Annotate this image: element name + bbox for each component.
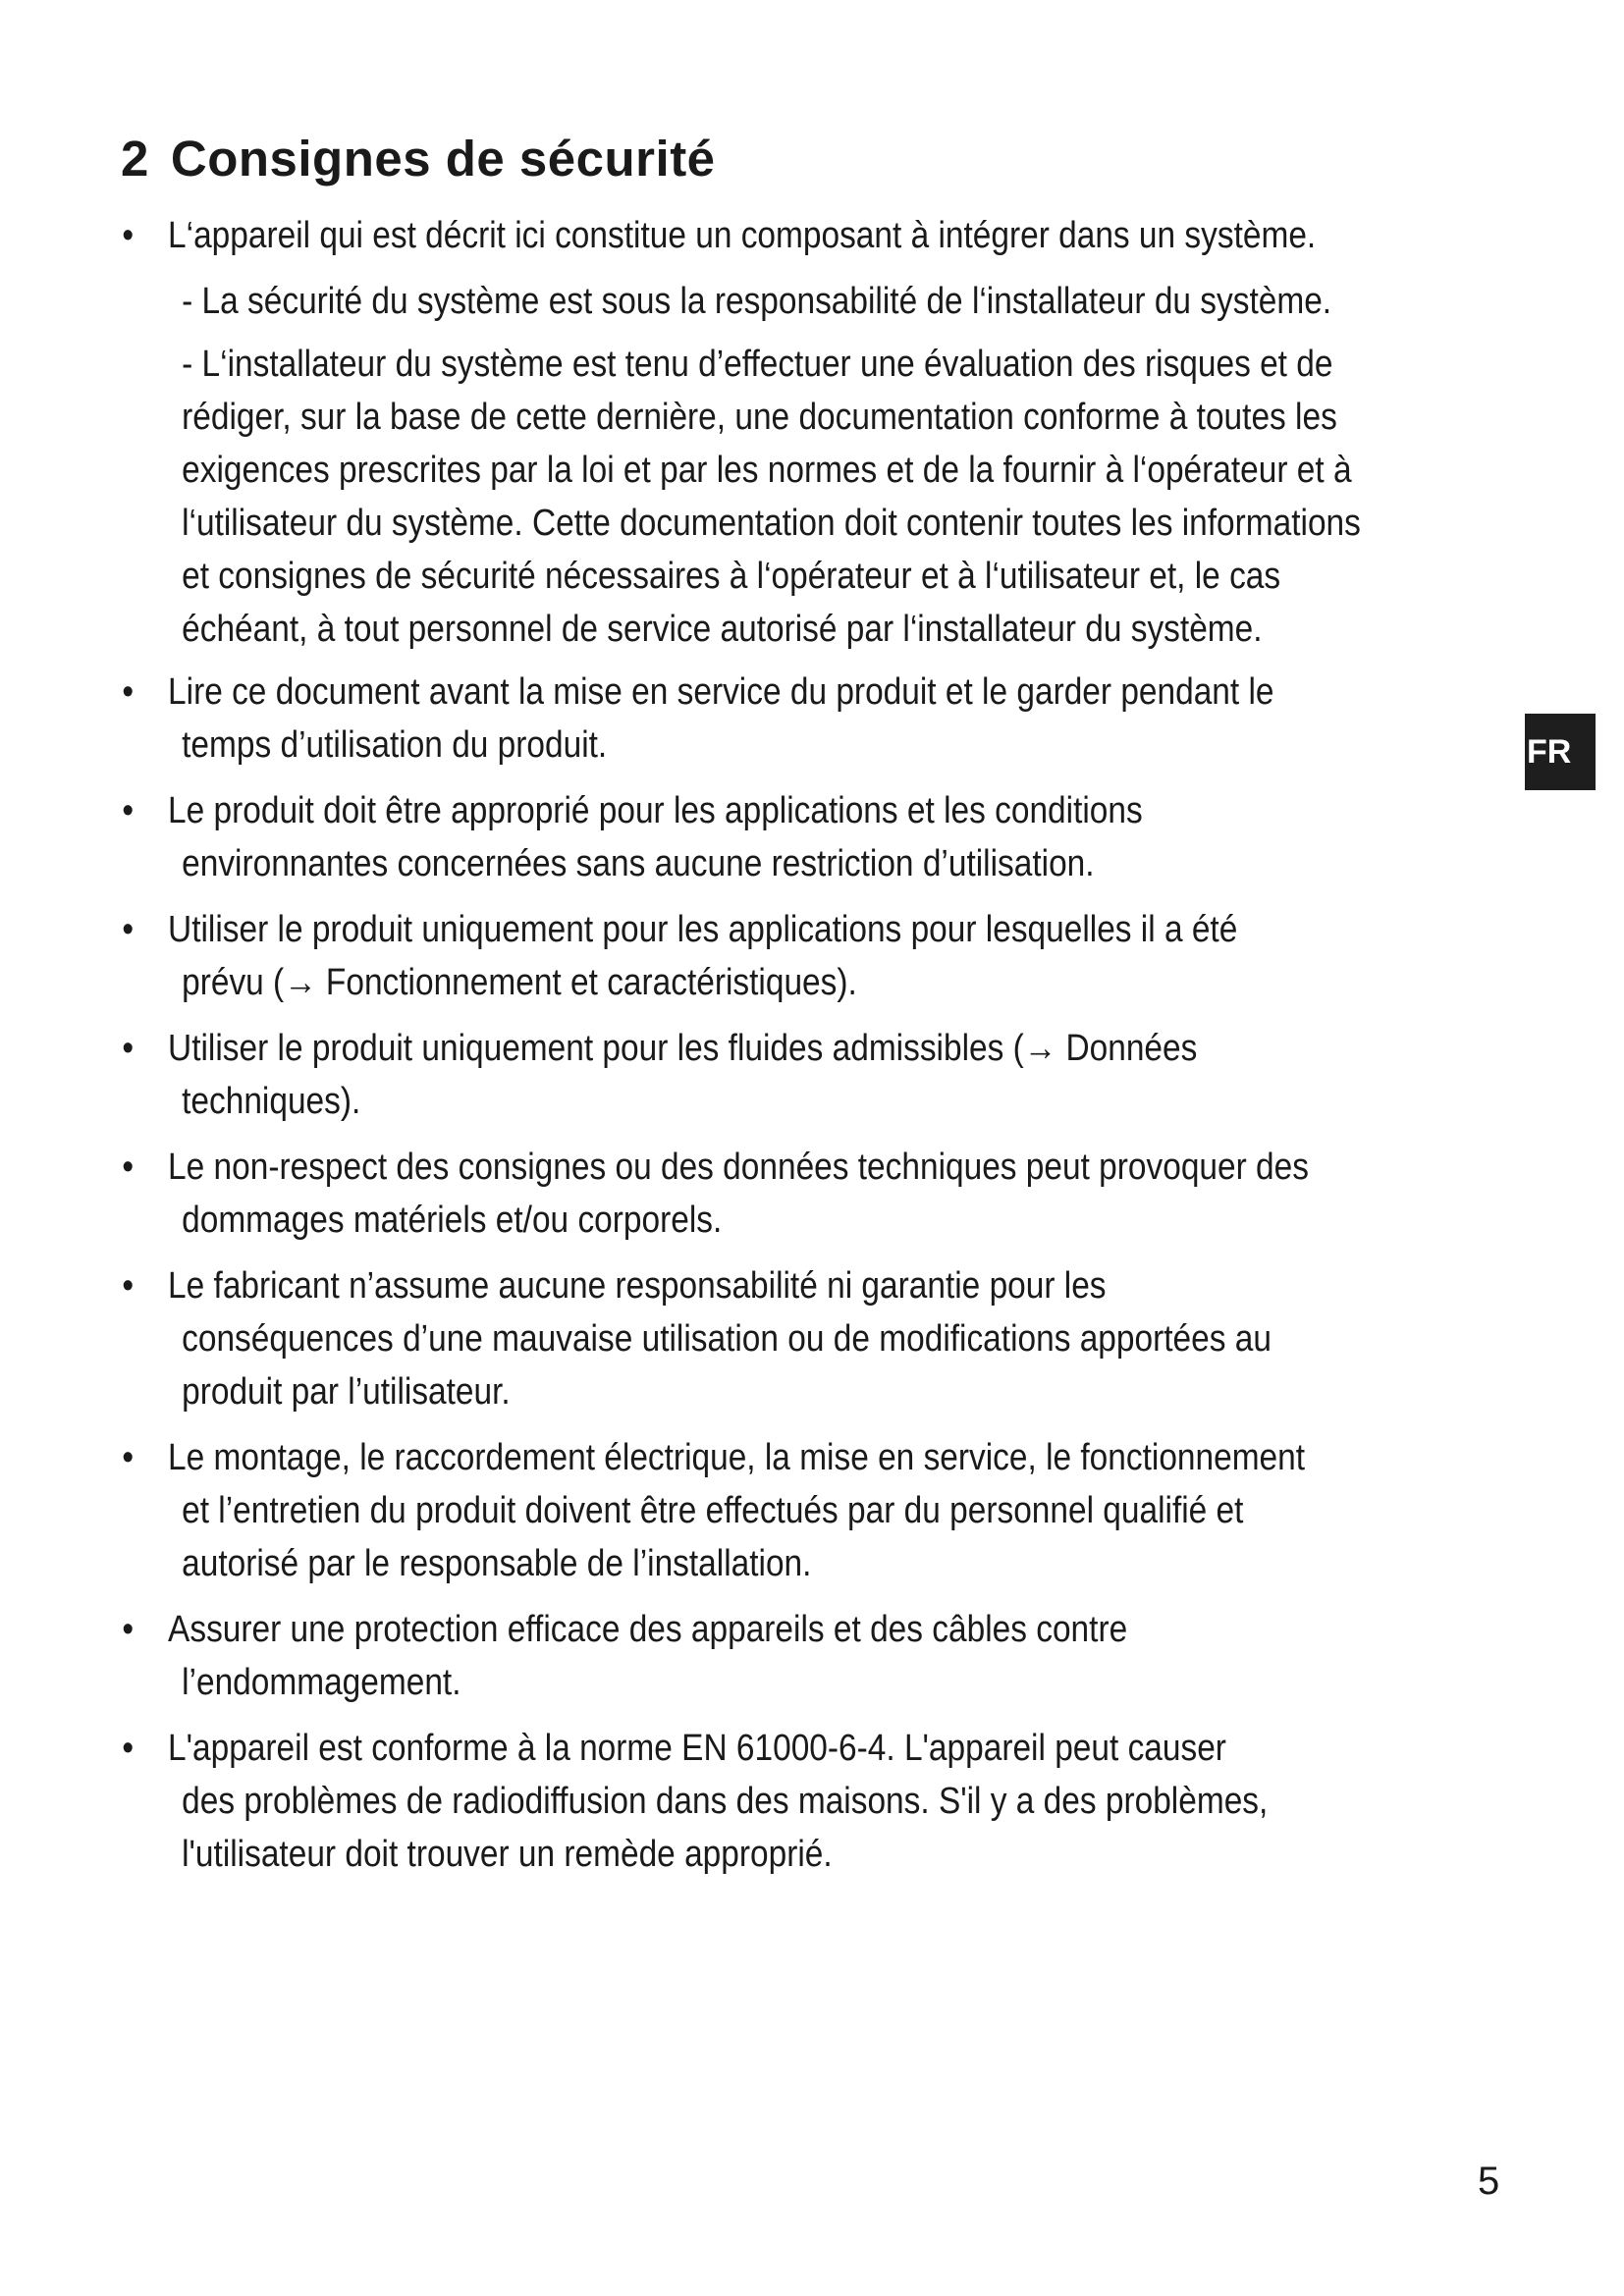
section-heading [121,130,716,187]
list-item-text: Lire ce document avant la mise en service du produit et le garder pendant le [168,671,1274,713]
bullet-marker: • [122,1147,135,1188]
list-item-continuation: l’endommagement. [182,1662,461,1703]
list-item [118,1022,1362,1128]
list-item-text: Le fabricant n’assume aucune responsabilité ni garantie pour les [168,1265,1107,1307]
bullet-marker: • [122,671,135,713]
page-number: 5 [1478,2160,1500,2203]
language-tab: FR [1525,714,1596,790]
bullet-marker: • [122,1728,135,1769]
list-item-text: Le montage, le raccordement électrique, la mise en service, le fonctionnement [168,1437,1306,1478]
list-item [118,666,1362,772]
list-item [118,903,1362,1009]
list-item-text: L'appareil est conforme à la norme EN 61000-6-4. L'appareil peut causer [168,1728,1226,1769]
list-item-continuation: dommages matériels et/ou corporels. [182,1200,723,1241]
list-item [118,209,1362,262]
list-item-continuation: prévu (→ Fonctionnement et caractéristiques). [182,962,857,1003]
section-title: Consignes de sécurité [170,131,716,187]
list-item [118,1722,1362,1881]
list-item [118,1259,1362,1418]
list-item-continuation: environnantes concernées sans aucune restriction d’utilisation. [182,843,1095,884]
list-item-continuation: conséquences d’une mauvaise utilisation ou de modifications apportées au produit par l’utilisateur. [182,1318,1272,1413]
list-item [118,1431,1362,1590]
list-item-text: Utiliser le produit uniquement pour les applications pour lesquelles il a été [168,909,1238,950]
list-item-continuation: temps d’utilisation du produit. [182,724,608,766]
bullet-marker: • [122,790,135,831]
sub-item: - La sécurité du système est sous la responsabilité de l‘installateur du système. [182,281,1332,322]
bullet-marker: • [122,1609,135,1650]
bullet-marker: • [122,909,135,950]
list-item-text: Le non-respect des consignes ou des données techniques peut provoquer des [168,1147,1309,1188]
list-item [118,784,1362,890]
list-item [118,1603,1362,1709]
safety-instructions-list [118,209,1362,1894]
list-item-continuation: et l’entretien du produit doivent être effectués par du personnel qualifié et autorisé par le responsable de l’installation. [182,1490,1244,1584]
list-item-text: L‘appareil qui est décrit ici constitue un composant à intégrer dans un système. [168,215,1317,256]
list-item-text: Assurer une protection efficace des appareils et des câbles contre [168,1609,1128,1650]
list-item-text: Le produit doit être approprié pour les applications et les conditions [168,790,1143,831]
list-item [118,1141,1362,1247]
sub-item: - L‘installateur du système est tenu d’effectuer une évaluation des risques et de rédiger, sur la base de cette dernière, une documentation conforme à toutes les exigences prescrites par la loi et par les normes et de la fournir à l‘opérateur et à l‘utilisateur du système. Cette documentation doit contenir toutes les informations et consignes de sécurité nécessaires à l‘opérateur et à l‘utilisateur et, le cas échéant, à tout personnel de service autorisé par l‘installateur du système. [182,344,1361,650]
list-item-text: Utiliser le produit uniquement pour les fluides admissibles (→ Données [168,1028,1198,1069]
bullet-marker: • [122,1437,135,1478]
list-item-continuation: des problèmes de radiodiffusion dans des maisons. S'il y a des problèmes, l'utilisateur doit trouver un remède approprié. [182,1781,1269,1875]
bullet-marker: • [122,215,135,256]
bullet-marker: • [122,1028,135,1069]
list-item-continuation: techniques). [182,1081,361,1122]
bullet-marker: • [122,1265,135,1307]
section-number: 2 [121,131,149,187]
